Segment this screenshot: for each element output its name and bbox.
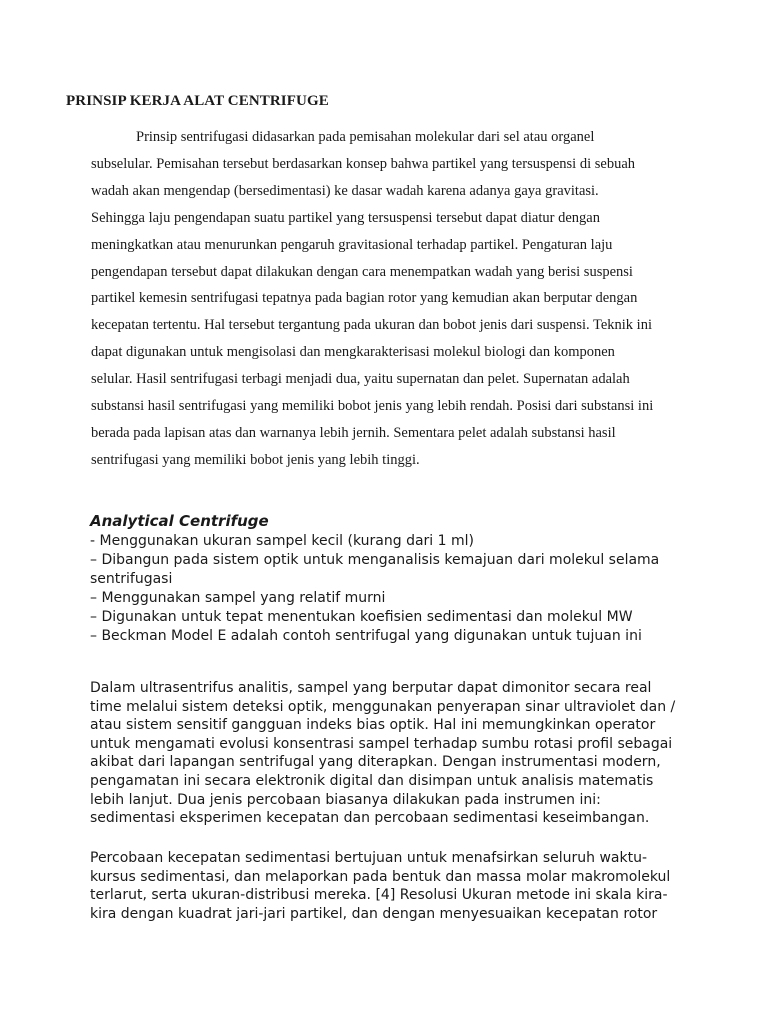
list-item: – Dibangun pada sistem optik untuk menganalisis kemajuan dari molekul selama — [90, 551, 660, 568]
velocity-paragraph — [90, 849, 670, 923]
paragraph-line: Percobaan kecepatan sedimentasi bertujuan untuk menafsirkan seluruh waktu- — [90, 850, 647, 866]
paragraph-line: dapat digunakan untuk mengisolasi dan mengkarakterisasi molekul biologi dan komponen — [91, 344, 615, 361]
paragraph-line: pengendapan tersebut dapat dilakukan dengan cara menempatkan wadah yang berisi suspensi — [91, 263, 633, 280]
paragraph-line: berada pada lapisan atas dan warnanya lebih jernih. Sementara pelet adalah substansi hasil — [91, 424, 616, 441]
ultracentrifuge-paragraph — [90, 679, 675, 828]
list-item: – Menggunakan sampel yang relatif murni — [90, 589, 386, 606]
paragraph-line: akibat dari lapangan sentrifugal yang diterapkan. Dengan instrumentasi modern, — [90, 754, 661, 771]
bullet-list — [90, 532, 659, 645]
list-item: - Menggunakan ukuran sampel kecil (kurang dari 1 ml) — [90, 533, 474, 549]
intro-paragraph — [91, 124, 683, 474]
paragraph-line: kursus sedimentasi, dan melaporkan pada bentuk dan massa molar makromolekul — [90, 868, 671, 885]
page-title: PRINSIP KERJA ALAT CENTRIFUGE — [66, 93, 329, 109]
paragraph-line: Sehingga laju pengendapan suatu partikel yang tersuspensi tersebut dapat diatur dengan — [91, 209, 600, 226]
paragraph-line: time melalui sistem deteksi optik, menggunakan penyerapan sinar ultraviolet dan / — [90, 698, 676, 715]
paragraph-line: subselular. Pemisahan tersebut berdasarkan konsep bahwa partikel yang tersuspensi di sebuah — [91, 155, 636, 172]
paragraph-line: substansi hasil sentrifugasi yang memiliki bobot jenis yang lebih rendah. Posisi dari substansi ini — [91, 398, 654, 415]
paragraph-line: terlarut, serta ukuran-distribusi mereka. [4] Resolusi Ukuran metode ini skala kira- — [90, 887, 668, 904]
paragraph-line: meningkatkan atau menurunkan pengaruh gravitasional terhadap partikel. Pengaturan laju — [91, 236, 613, 253]
paragraph-line: sentrifugasi yang memiliki bobot jenis yang lebih tinggi. — [91, 451, 420, 468]
list-item: – Digunakan untuk tepat menentukan koefisien sedimentasi dan molekul MW — [90, 608, 633, 625]
paragraph-line: sedimentasi eksperimen kecepatan dan percobaan sedimentasi keseimbangan. — [90, 810, 650, 827]
paragraph-line: atau sistem sensitif gangguan indeks bias optik. Hal ini memungkinkan operator — [90, 717, 656, 734]
paragraph-line: wadah akan mengendap (bersedimentasi) ke dasar wadah karena adanya gaya gravitasi. — [91, 182, 599, 199]
paragraph-line: kira dengan kuadrat jari-jari partikel, dan dengan menyesuaikan kecepatan rotor — [90, 905, 658, 922]
paragraph-line: Dalam ultrasentrifus analitis, sampel yang berputar dapat dimonitor secara real — [90, 680, 652, 696]
paragraph-line: lebih lanjut. Dua jenis percobaan biasanya dilakukan pada instrumen ini: — [90, 791, 601, 808]
section-heading: Analytical Centrifuge — [90, 512, 269, 530]
paragraph-line: pengamatan ini secara elektronik digital dan disimpan untuk analisis matematis — [90, 772, 654, 789]
paragraph-line: partikel kemesin sentrifugasi tepatnya pada bagian rotor yang kemudian akan berputar dengan — [91, 290, 638, 307]
list-item: sentrifugasi — [90, 570, 173, 587]
paragraph-line: selular. Hasil sentrifugasi terbagi menjadi dua, yaitu supernatan dan pelet. Supernatan adalah — [91, 371, 630, 388]
paragraph-line: Prinsip sentrifugasi didasarkan pada pemisahan molekular dari sel atau organel — [136, 129, 595, 145]
list-item: – Beckman Model E adalah contoh sentrifugal yang digunakan untuk tujuan ini — [90, 627, 642, 644]
paragraph-line: kecepatan tertentu. Hal tersebut tergantung pada ukuran dan bobot jenis dari suspensi. Teknik ini — [91, 317, 652, 334]
paragraph-line: untuk mengamati evolusi konsentrasi sampel terhadap sumbu rotasi profil sebagai — [90, 735, 673, 752]
